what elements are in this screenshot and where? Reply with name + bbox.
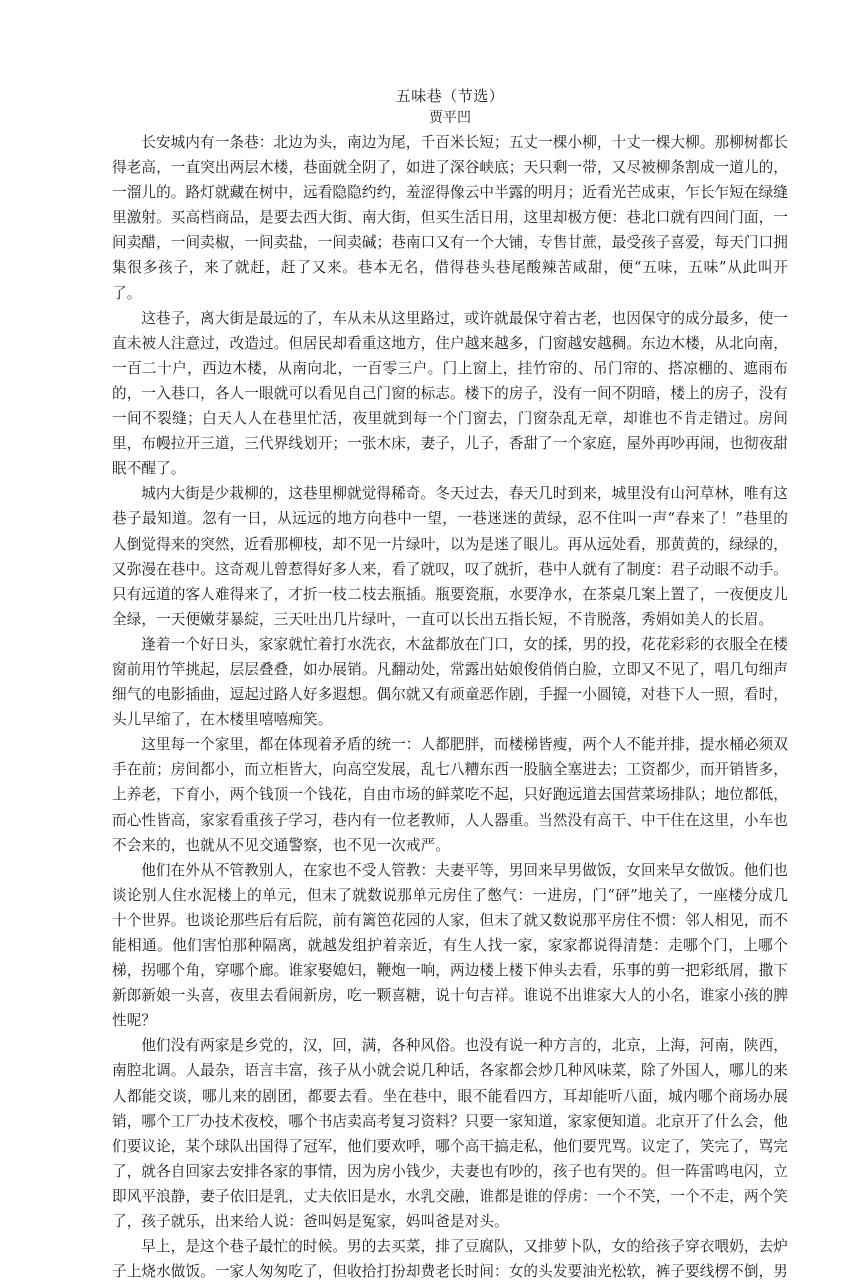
paragraph: 城内大街是少栽柳的，这巷里柳就觉得稀奇。冬天过去，春天几时到来，城里没有山河草林，唯有这巷子最知道。忽有一日，从远远的地方向巷中一望，一巷迷迷的黄绿，忍不住叫一声“春来了！”巷里的人倒觉得来的突然，近看那柳枝，却不见一片绿叶，以为是迷了眼儿。再从远处看，那黄黄的，绿绿的，又弥漫在巷中。这奇观儿曾惹得好多人来，看了就叹，叹了就折，巷中人就有了制度：君子动眼不动手。只有远道的客人难得来了，才折一枝二枝去瓶插。瓶要瓷瓶，水要净水，在茶桌几案上置了，一夜便皮儿全绿，一天便嫩芽暴綻，三天吐出几片绿叶，一直可以长出五指长短，不肯脱落，秀娟如美人的长眉。 bbox=[112, 485, 788, 628]
paragraph: 早上，是这个巷子最忙的时候。男的去买菜，排了豆腐队，又排萝卜队，女的给孩子穿衣喂奶，去炉子上烧水做饭。一家人匆匆吃了，但收拾打扮却费老长时间：女的头发要油光松软，裤子要线楞不倒，男 bbox=[112, 1238, 788, 1281]
paragraph: 这巷子，离大街是最远的了，车从未从这里路过，或许就最保守着古老，也因保守的成分最多，使一直未被人注意过，改造过。但居民却看重这地方，住户越来越多，门窗越安越稠。东边木楼，从北向南，一百二十户，西边木楼，从南向北，一百零三户。门上窗上，挂竹帘的、吊门帘的、搭凉棚的、遮雨布的，一入巷口，各人一眼就可以看见自己门窗的标志。楼下的房子，没有一间不阴暗，楼上的房子，没有一间不裂缝；白天人人在巷里忙活，夜里就到每一个门窗去，门窗杂乱无章，却谁也不肯走错过。房间里，布幔拉开三道，三代界线划开；一张木床，妻子，儿子，香甜了一个家庭，屋外再吵再闹，也彻夜甜眠不醒了。 bbox=[112, 309, 788, 478]
paragraph: 他们在外从不管教别人，在家也不受人管教：夫妻平等，男回来早男做饭，女回来早女做饭。他们也谈论别人住水泥楼上的单元，但末了就数说那单元房住了憋气：一进房，门“砰”地关了，一座楼分成几十个世界。也谈论那些后有后院，前有篱笆花园的人家，但末了就又数说那平房住不惯：邻人相见，而不能相通。他们害怕那种隔离，就越发组护着亲近，有生人找一家，家家都说得清楚：走哪个门，上哪个梯，拐哪个角，穿哪个廊。谁家娶媳妇，鞭炮一响，两边楼上楼下伸头去看，乐事的剪一把彩纸屑，撒下新郎新娘一头喜，夜里去看闹新房，吃一颗喜糖，说十句吉祥。谁说不出谁家大人的小名，谁家小孩的脾性呢？ bbox=[112, 861, 788, 1030]
paragraph: 他们没有两家是乡党的，汉，回，满，各种风俗。也没有说一种方言的，北京，上海，河南，陕西，南腔北调。人最杂，语言丰富，孩子从小就会说几种话，各家都会炒几种风味菜，除了外国人，哪儿的来人都能交谈，哪儿来的剧团，都要去看。坐在巷中，眼不能看四方，耳却能听八面，城内哪个商场办展销，哪个工厂办技术夜校，哪个书店卖高考复习资料？只要一家知道，家家便知道。北京开了什么会，他们要议论，某个球队出国得了冠军，他们要欢呼，哪个高干搞走私，他们要咒骂。议定了，笑完了，骂完了，就各自回家去安排各家的事情，因为房小钱少，夫妻也有吵的，孩子也有哭的。但一阵雷鸣电闪，立即风平浪静，妻子依旧是乳，丈夫依旧是水，水乳交融，谁都是谁的俘虏：一个不笑，一个不走，两个笑了，孩子就乐，出来给人说：爸叫妈是冤家，妈叫爸是对头。 bbox=[112, 1037, 788, 1231]
document-author: 贾平凹 bbox=[429, 110, 471, 126]
document-page bbox=[112, 86, 788, 1284]
paragraph: 长安城内有一条巷：北边为头，南边为尾，千百米长短；五丈一棵小柳，十丈一棵大柳。那柳树都长得老高，一直突出两层木楼，巷面就全阴了，如进了深谷峡底；天只剩一带，又尽被柳条割成一道儿的，一溜儿的。路灯就藏在树中，远看隐隐约约，羞涩得像云中半露的明月；近看光芒成束，乍长乍短在绿缝里激射。买高档商品，是要去西大街、南大街，但买生活日用，这里却极方便：巷北口就有四间门面，一间卖醋，一间卖椒，一间卖盐，一间卖碱；巷南口又有一个大铺，专售甘蔗，最受孩子喜爱，每天门口拥集很多孩子，来了就赶，赶了又来。巷本无名，借得巷头巷尾酸辣苦咸甜，便“五味，五味”从此叫开了。 bbox=[112, 134, 788, 302]
document-title: 五味巷（节选） bbox=[395, 87, 505, 105]
paragraph: 逢着一个好日头，家家就忙着打水洗衣，木盆都放在门口，女的揉，男的投，花花彩彩的衣服全在楼窗前用竹竿挑起，层层叠叠，如办展销。凡翻动处，常露出姑娘俊俏俏白脸，立即又不见了，唱几句细声细气的电影插曲，逗起过路人好多遐想。偶尔就又有顽童恶作剧，手握一小圆镜，对巷下人一照，看时，头儿早缩了，在木楼里嘻嘻痴笑。 bbox=[112, 635, 788, 729]
paragraph: 这里每一个家里，都在体现着矛盾的统一：人都肥胖，而楼梯皆瘦，两个人不能并排，提水桶必须双手在前；房间都小，而立柜皆大，向高空发展，乱七八糟东西一股脑全塞进去；工资都少，而开销皆多，上养老，下育小，两个钱顶一个钱花，自由市场的鲜菜吃不起，只好跑远道去国营菜场排队；地位都低，而心性皆高，家家看重孩子学习，巷内有一位老教师，人人器重。当然没有高干、中干住在这里，小车也不会来的，也就从不见交通警察，也不见一次戒严。 bbox=[112, 736, 788, 854]
